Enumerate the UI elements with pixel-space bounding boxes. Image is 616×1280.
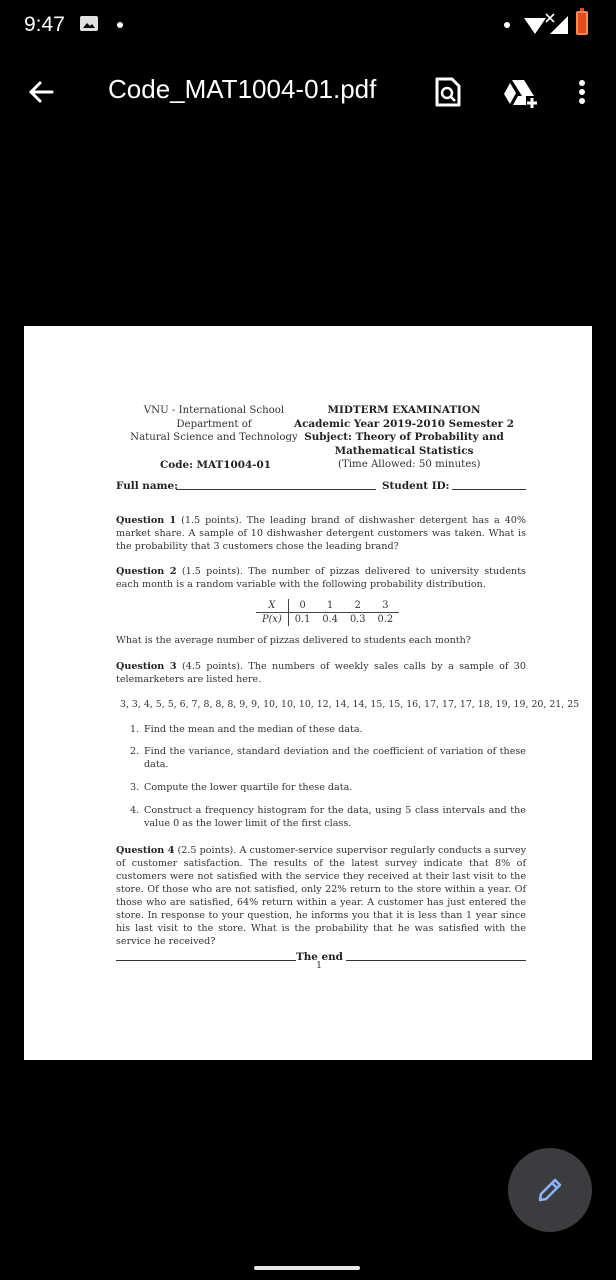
battery-icon	[576, 11, 588, 35]
app-toolbar	[0, 60, 616, 124]
more-options-button[interactable]	[570, 74, 594, 110]
page-number: 1	[316, 960, 323, 971]
question-4	[116, 844, 526, 948]
subject-line-1: Subject: Theory of Probability and	[304, 431, 504, 443]
exam-title: MIDTERM EXAMINATION	[327, 404, 481, 416]
pdf-page[interactable]	[24, 326, 592, 1060]
question-1-text: (1.5 points). The leading brand of dishwasher detergent has a 40% market share. A sample of 10 dishwasher detergent customers was taken. What is the probability that 3 customers chose the leading brand?	[116, 515, 526, 552]
question-3-label: Question 3	[116, 661, 177, 672]
navigation-handle[interactable]	[254, 1266, 360, 1270]
end-divider-right	[346, 960, 526, 961]
list-item-number: 2.	[130, 746, 140, 757]
table-cell: 3	[372, 599, 400, 613]
list-item-text: Compute the lower quartile for these data.	[144, 782, 353, 793]
table-cell: 0	[288, 599, 316, 613]
list-item	[130, 804, 526, 830]
pencil-icon	[536, 1176, 564, 1204]
question-2-text: (1.5 points). The number of pizzas delivered to university students each month is a random variable with the following probability distribution.	[116, 566, 526, 590]
end-divider-left	[116, 960, 296, 961]
question-1-label: Question 1	[116, 515, 177, 526]
question-4-label: Question 4	[116, 845, 175, 856]
add-to-drive-button[interactable]	[500, 74, 540, 110]
question-2-label: Question 2	[116, 566, 177, 577]
list-item	[130, 723, 526, 736]
arrow-left-icon	[22, 74, 62, 110]
gallery-notification-icon	[80, 16, 98, 31]
question-3	[116, 660, 526, 686]
table-cell: 0.3	[349, 614, 366, 625]
department-line: Department of	[176, 418, 252, 430]
question-4-text: (2.5 points). A customer-service supervisor regularly conducts a survey of customer satisfaction. The results of the latest survey indicate that 8% of customers were not satisfied with the service they received at their last visit to the store. Of those who are not satisfied, only 22% return to the store within a year. Of those who are satisfied, 64% return within a year. A customer has just entered the store. In response to your question, he informs you that it is less than 1 year since his last visit to the store. What is the probability that he was satisfied with the service he received?	[116, 845, 526, 947]
more-vert-icon	[570, 74, 594, 110]
notification-dot-icon	[504, 22, 510, 28]
school-name: VNU - International School	[143, 405, 285, 416]
subject-line-2: Mathematical Statistics	[334, 444, 474, 457]
status-time: 9:47	[24, 13, 65, 36]
table-cell: 0.1	[294, 614, 311, 625]
time-allowed: (Time Allowed: 50 minutes)	[338, 459, 481, 470]
full-name-line	[176, 489, 376, 490]
list-item-number: 4.	[130, 805, 140, 816]
table-cell: 0.4	[322, 614, 338, 625]
back-button[interactable]	[22, 74, 62, 110]
end-text: The end	[296, 951, 343, 963]
list-item	[130, 745, 526, 771]
list-item-text: Find the mean and the median of these data.	[144, 724, 363, 735]
list-item-number: 1.	[130, 724, 140, 735]
question-2-followup: What is the average number of pizzas delivered to students each month?	[116, 635, 471, 646]
student-id-line	[452, 489, 526, 490]
list-item-text: Find the variance, standard deviation and the coefficient of variation of these data.	[144, 746, 526, 770]
table-cell: 1	[316, 599, 344, 613]
sales-calls-data: 3, 3, 4, 5, 5, 6, 7, 8, 8, 8, 9, 9, 10, 10, 10, 12, 14, 14, 15, 15, 16, 17, 17, 17, 18, 19, 19, 20, 21, 25	[120, 699, 580, 710]
list-item-number: 3.	[130, 782, 140, 793]
table-cell: 0.2	[377, 614, 394, 625]
student-id-label: Student ID:	[382, 480, 450, 492]
document-title: Code_MAT1004-01.pdf	[108, 74, 377, 104]
notification-dot-icon	[117, 22, 123, 28]
status-bar	[0, 0, 616, 48]
school-header	[124, 404, 304, 445]
edit-fab-button[interactable]	[508, 1148, 592, 1232]
table-cell: 2	[344, 599, 372, 613]
academic-year: Academic Year 2019-2010 Semester 2	[294, 417, 514, 430]
exam-header	[294, 404, 514, 458]
probability-table	[256, 599, 399, 626]
department-name: Natural Science and Technology	[130, 432, 298, 443]
full-name-label: Full name:	[116, 480, 178, 492]
table-x-label: X	[256, 599, 288, 613]
drive-add-icon	[500, 74, 540, 110]
find-in-page-icon	[432, 74, 464, 110]
question-2	[116, 565, 526, 591]
exam-code: Code: MAT1004-01	[160, 459, 271, 471]
find-in-page-button[interactable]	[432, 74, 464, 110]
list-item	[130, 781, 526, 794]
wifi-off-icon	[520, 12, 570, 36]
question-3-text: (4.5 points). The numbers of weekly sales calls by a sample of 30 telemarketers are listed here.	[116, 661, 526, 685]
list-item-text: Construct a frequency histogram for the data, using 5 class intervals and the value 0 as the lower limit of the first class.	[144, 805, 526, 829]
table-px-label: P(x)	[256, 613, 288, 627]
question-1	[116, 514, 526, 553]
